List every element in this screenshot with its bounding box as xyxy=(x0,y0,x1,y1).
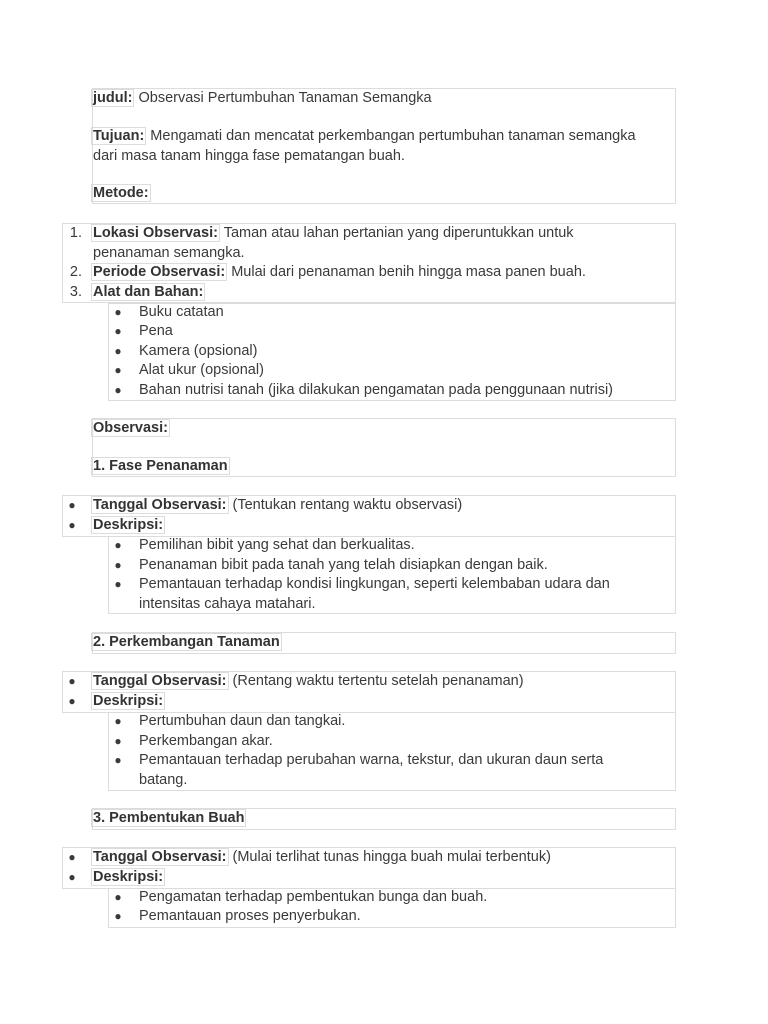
tool-item: Pena xyxy=(139,323,173,339)
method-3-label: Alat dan Bahan: xyxy=(93,284,204,300)
bullet-icon: ● xyxy=(114,383,122,397)
observasi-label: Observasi: xyxy=(93,420,168,436)
phase2-item-cont: batang. xyxy=(139,772,188,788)
method-2 xyxy=(93,263,586,283)
phase1-item: Pemantauan terhadap kondisi lingkungan, seperti kelembaban udara dan xyxy=(139,576,610,592)
phase3-desc-label: Deskripsi: xyxy=(93,869,164,885)
bullet-icon: ● xyxy=(68,518,76,532)
bullet-icon: ● xyxy=(114,324,122,338)
phase1-desc xyxy=(93,516,165,536)
phase1-item: Penanaman bibit pada tanah yang telah disiapkan dengan baik. xyxy=(139,557,548,573)
phase2-item: Pertumbuhan daun dan tangkai. xyxy=(139,713,346,729)
tujuan-line-2: dari masa tanam hingga fase pematangan buah. xyxy=(93,148,405,164)
method-2-value: Mulai dari penanaman benih hingga masa panen buah. xyxy=(227,264,586,280)
phase2-desc-label: Deskripsi: xyxy=(93,693,164,709)
phase2-title: 2. Perkembangan Tanaman xyxy=(93,634,280,650)
method-1-value: Taman atau lahan pertanian yang diperuntukkan untuk xyxy=(219,225,574,241)
method-1-label: Lokasi Observasi: xyxy=(93,225,218,241)
bullet-icon: ● xyxy=(68,850,76,864)
phase3-date-label: Tanggal Observasi: xyxy=(93,849,227,865)
bullet-icon: ● xyxy=(114,577,122,591)
phase1-date xyxy=(93,496,462,516)
phase1-desc-label: Deskripsi: xyxy=(93,517,164,533)
judul-label: judul: xyxy=(93,90,133,106)
method-2-label: Periode Observasi: xyxy=(93,264,226,280)
method-1-line-2: penanaman semangka. xyxy=(93,245,245,261)
bullet-icon: ● xyxy=(114,714,122,728)
phase3-desc xyxy=(93,868,165,888)
tujuan-line xyxy=(93,127,636,147)
tujuan-value: Mengamati dan mencatat perkembangan pertumbuhan tanaman semangka xyxy=(146,128,636,144)
tool-item: Kamera (opsional) xyxy=(139,343,258,359)
bullet-icon: ● xyxy=(114,558,122,572)
method-3 xyxy=(93,283,205,303)
bullet-icon: ● xyxy=(68,870,76,884)
phase2-date xyxy=(93,672,524,692)
phase1-item-cont: intensitas cahaya matahari. xyxy=(139,596,316,612)
phase3-item: Pemantauan proses penyerbukan. xyxy=(139,908,361,924)
method-num-1: 1. xyxy=(69,225,82,241)
method-num-3: 3. xyxy=(69,284,82,300)
bullet-icon: ● xyxy=(68,498,76,512)
bullet-icon: ● xyxy=(114,344,122,358)
bullet-icon: ● xyxy=(114,363,122,377)
tujuan-label: Tujuan: xyxy=(93,128,145,144)
phase2-item: Perkembangan akar. xyxy=(139,733,273,749)
metode-label: Metode: xyxy=(93,185,149,201)
phase1-item: Pemilihan bibit yang sehat dan berkualitas. xyxy=(139,537,415,553)
phase1-date-value: (Tentukan rentang waktu observasi) xyxy=(228,497,463,513)
phase3-date-value: (Mulai terlihat tunas hingga buah mulai terbentuk) xyxy=(228,849,551,865)
bullet-icon: ● xyxy=(114,734,122,748)
bullet-icon: ● xyxy=(114,538,122,552)
bullet-icon: ● xyxy=(114,305,122,319)
bullet-icon: ● xyxy=(114,753,122,767)
phase3-item: Pengamatan terhadap pembentukan bunga dan buah. xyxy=(139,889,488,905)
bullet-icon: ● xyxy=(68,694,76,708)
phase3-date xyxy=(93,848,551,868)
bullet-icon: ● xyxy=(114,890,122,904)
phase2-date-label: Tanggal Observasi: xyxy=(93,673,227,689)
method-num-2: 2. xyxy=(69,264,82,280)
phase1-date-label: Tanggal Observasi: xyxy=(93,497,227,513)
phase2-date-value: (Rentang waktu tertentu setelah penanaman) xyxy=(228,673,524,689)
judul-line xyxy=(93,89,432,109)
metode-line xyxy=(93,184,151,204)
phase1-title: 1. Fase Penanaman xyxy=(93,458,228,474)
tool-item: Alat ukur (opsional) xyxy=(139,362,264,378)
bullet-icon: ● xyxy=(68,674,76,688)
tool-item: Buku catatan xyxy=(139,304,224,320)
method-1 xyxy=(93,224,574,244)
phase2-item: Pemantauan terhadap perubahan warna, tekstur, dan ukuran daun serta xyxy=(139,752,604,768)
judul-value: Observasi Pertumbuhan Tanaman Semangka xyxy=(134,90,432,106)
phase3-title: 3. Pembentukan Buah xyxy=(93,810,245,826)
phase2-desc xyxy=(93,692,165,712)
tool-item: Bahan nutrisi tanah (jika dilakukan pengamatan pada penggunaan nutrisi) xyxy=(139,382,613,398)
bullet-icon: ● xyxy=(114,909,122,923)
